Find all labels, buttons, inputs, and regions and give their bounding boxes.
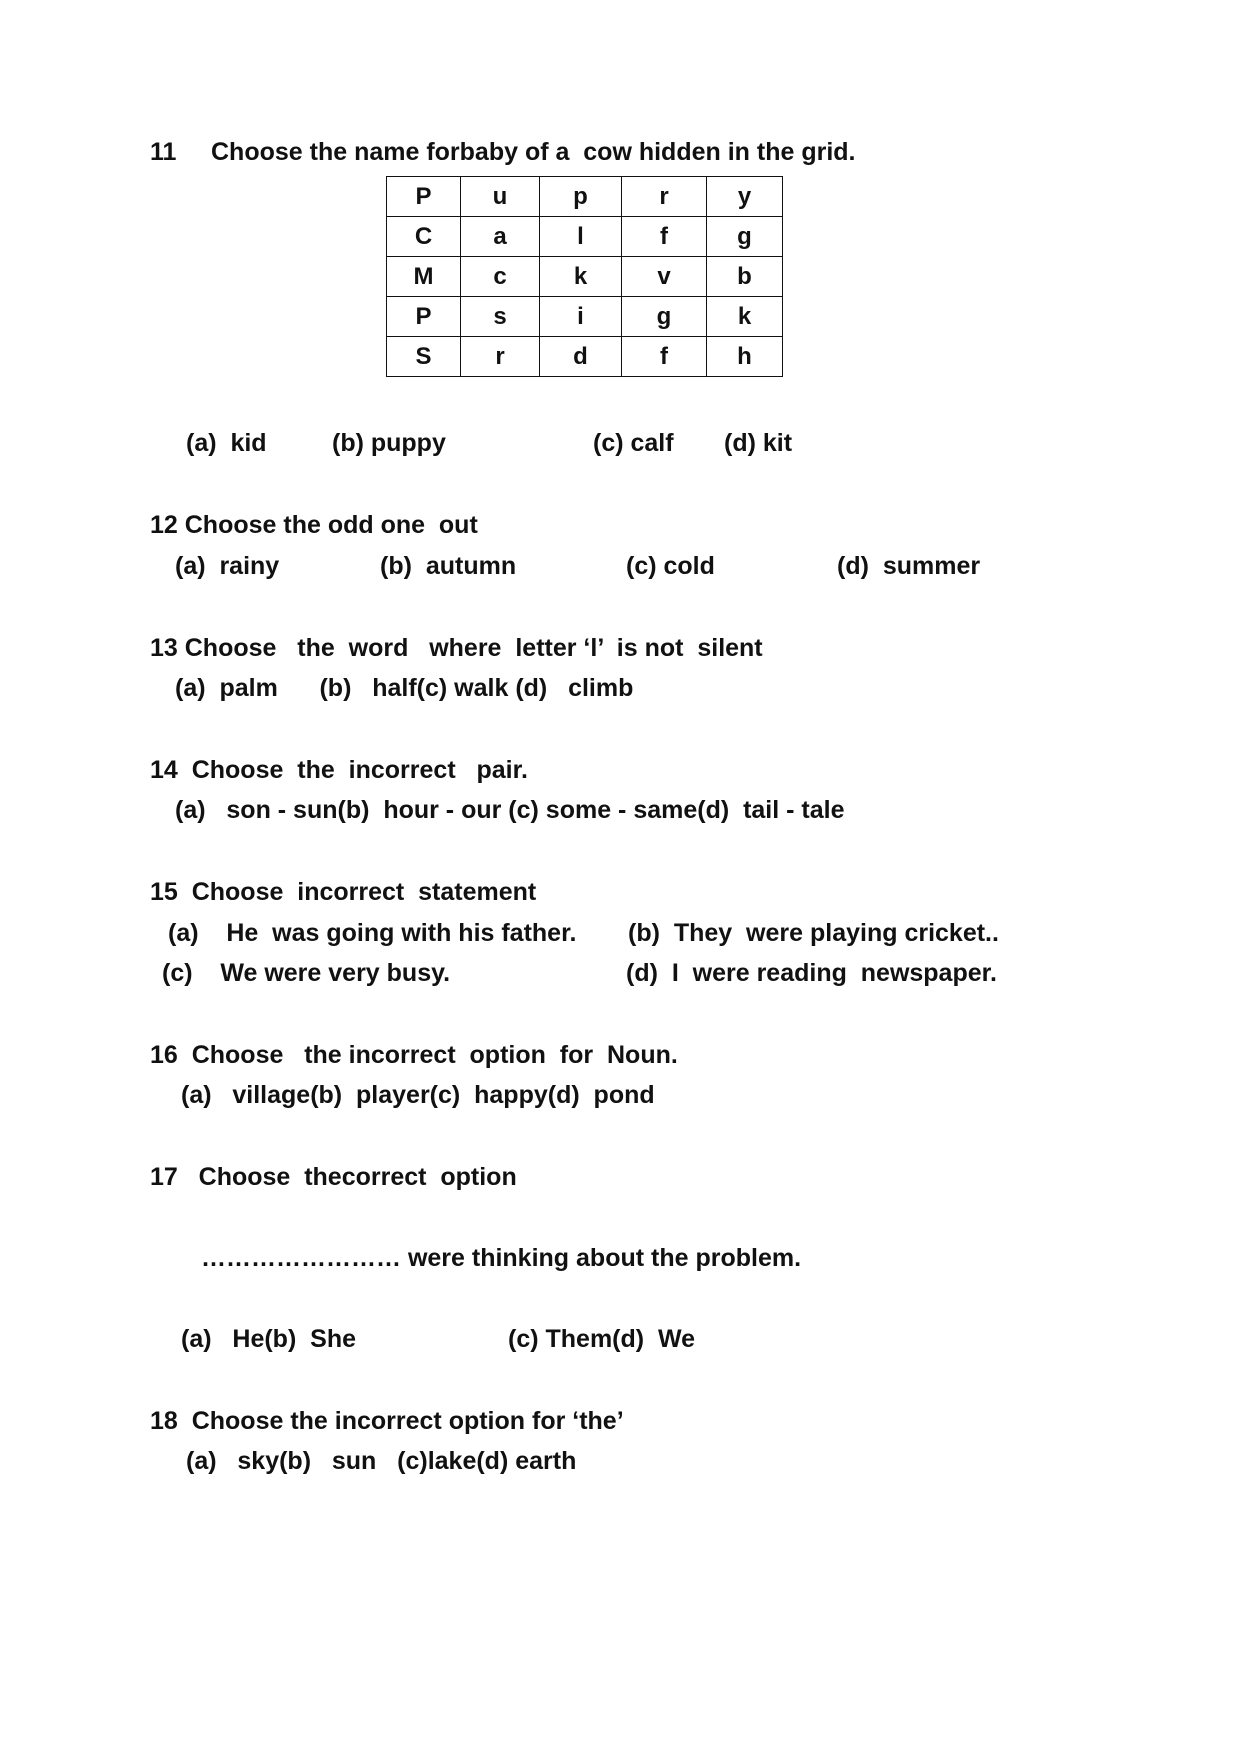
grid-cell: r (622, 177, 707, 217)
q11-option-a: (a) kid (186, 429, 267, 457)
q15-option-c: (c) We were very busy. (162, 959, 451, 987)
grid-cell: b (707, 257, 783, 297)
grid-cell: r (461, 337, 540, 377)
grid-cell: P (387, 297, 461, 337)
grid-row (387, 217, 783, 257)
question-17-text: 17 Choose thecorrect option (150, 1163, 517, 1191)
grid-cell: f (622, 337, 707, 377)
question-12-text: 12 Choose the odd one out (150, 511, 478, 539)
q16-options: (a) village(b) player(c) happy(d) pond (181, 1081, 655, 1109)
q17-options-ab: (a) He(b) She (181, 1325, 357, 1353)
grid-cell: P (387, 177, 461, 217)
grid-row (387, 297, 783, 337)
q15-option-b: (b) They were playing cricket.. (628, 919, 999, 947)
grid-cell: u (461, 177, 540, 217)
q11-option-c: (c) calf (593, 429, 674, 457)
grid-cell: g (622, 297, 707, 337)
letter-grid (386, 176, 783, 377)
q11-option-d: (d) kit (724, 429, 793, 457)
grid-cell: M (387, 257, 461, 297)
question-11-number: 11 (150, 138, 177, 166)
grid-row (387, 337, 783, 377)
grid-cell: f (622, 217, 707, 257)
question-18-text: 18 Choose the incorrect option for ‘the’ (150, 1407, 624, 1435)
question-16-text: 16 Choose the incorrect option for Noun. (150, 1041, 678, 1069)
q11-option-b: (b) puppy (332, 429, 446, 457)
q12-option-b: (b) autumn (380, 552, 517, 580)
q18-options: (a) sky(b) sun (c)lake(d) earth (186, 1447, 577, 1475)
q17-options-cd: (c) Them(d) We (508, 1325, 696, 1353)
q12-option-a: (a) rainy (175, 552, 280, 580)
grid-cell: h (707, 337, 783, 377)
question-11-text: Choose the name forbaby of a cow hidden in the grid. (211, 138, 856, 166)
grid-cell: l (540, 217, 622, 257)
q12-option-d: (d) summer (837, 552, 981, 580)
grid-cell: s (461, 297, 540, 337)
grid-cell: y (707, 177, 783, 217)
grid-cell: k (540, 257, 622, 297)
grid-cell: v (622, 257, 707, 297)
grid-row (387, 257, 783, 297)
q12-option-c: (c) cold (626, 552, 715, 580)
q14-options: (a) son - sun(b) hour - our (c) some - same(d) tail - tale (175, 796, 845, 824)
grid-cell: p (540, 177, 622, 217)
grid-cell: C (387, 217, 461, 257)
grid-row (387, 177, 783, 217)
grid-cell: d (540, 337, 622, 377)
q13-options: (a) palm (b) half(c) walk (d) climb (175, 674, 634, 702)
q15-option-d: (d) I were reading newspaper. (626, 959, 997, 987)
q15-option-a: (a) He was going with his father. (168, 919, 577, 947)
question-15-text: 15 Choose incorrect statement (150, 878, 537, 906)
q17-sentence: …………………… were thinking about the problem. (201, 1244, 802, 1272)
question-13-text: 13 Choose the word where letter ‘l’ is not silent (150, 634, 763, 662)
grid-cell: g (707, 217, 783, 257)
grid-cell: i (540, 297, 622, 337)
question-14-text: 14 Choose the incorrect pair. (150, 756, 528, 784)
grid-cell: k (707, 297, 783, 337)
grid-cell: a (461, 217, 540, 257)
grid-cell: c (461, 257, 540, 297)
grid-cell: S (387, 337, 461, 377)
